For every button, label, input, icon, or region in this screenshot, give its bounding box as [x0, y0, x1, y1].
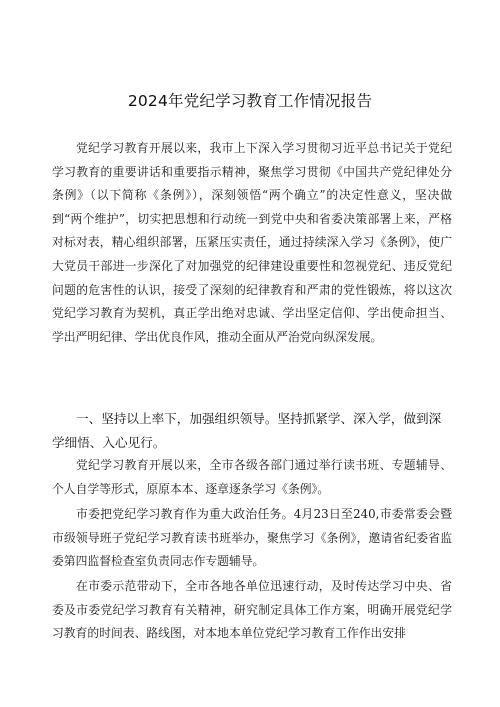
section-heading-1: 一、坚持以上率下，加强组织领导。坚持抓紧学、深入学，做到深学细悟、入心见行。 — [52, 411, 442, 450]
document-title: 2024年党纪学习教育工作情况报告 — [127, 92, 373, 110]
paragraph-local-units: 在市委示范带动下，全市各地各单位迅速行动，及时传达学习中央、省委及市委党纪学习教育有关精神，研究制定具体工作方案，明确开展党纪学习教育的时间表、路线图，对本地本单位党纪学习教育工作作出安排 — [52, 579, 452, 641]
paragraph-intro: 党纪学习教育开展以来，我市上下深入学习贯彻习近平总书记关于党纪学习教育的重要讲话和重要指示精神，聚焦学习贯彻《中国共产党纪律处分条例》（以下简称《条例》），深刻领悟“两个确立”的决定性意义，坚决做到“两个维护”，切实把思想和行动统一到党中央和省委决策部署上来，严格对标对表，精心组织部署，压紧压实责任，通过持续深入学习《条例》，使广大党员干部进一步深化了对加强党的纪律建设重要性和忽视党纪、违反党纪问题的危害性的认识，接受了深刻的纪律教育和严肃的党性锻炼，将以这次党纪学习教育为契机，真正学出绝对忠诚、学出坚定信仰、学出使命担当、学出严明纪律、学出优良作风，推动全面从严治党向纵深发展。 — [52, 141, 452, 344]
paragraph-municipal-committee: 市委把党纪学习教育作为重大政治任务。4月23日至240,市委常委会暨市级领导班子党纪学习教育读书班举办，聚焦学习《条例》，邀请省纪委省监委第四监督检查室负责同志作专题辅导。 — [52, 507, 452, 569]
paragraph-study-forms: 党纪学习教育开展以来，全市各级各部门通过举行读书班、专题辅导、个人自学等形式，原原本本、逐章逐条学习《条例》。 — [52, 458, 452, 496]
